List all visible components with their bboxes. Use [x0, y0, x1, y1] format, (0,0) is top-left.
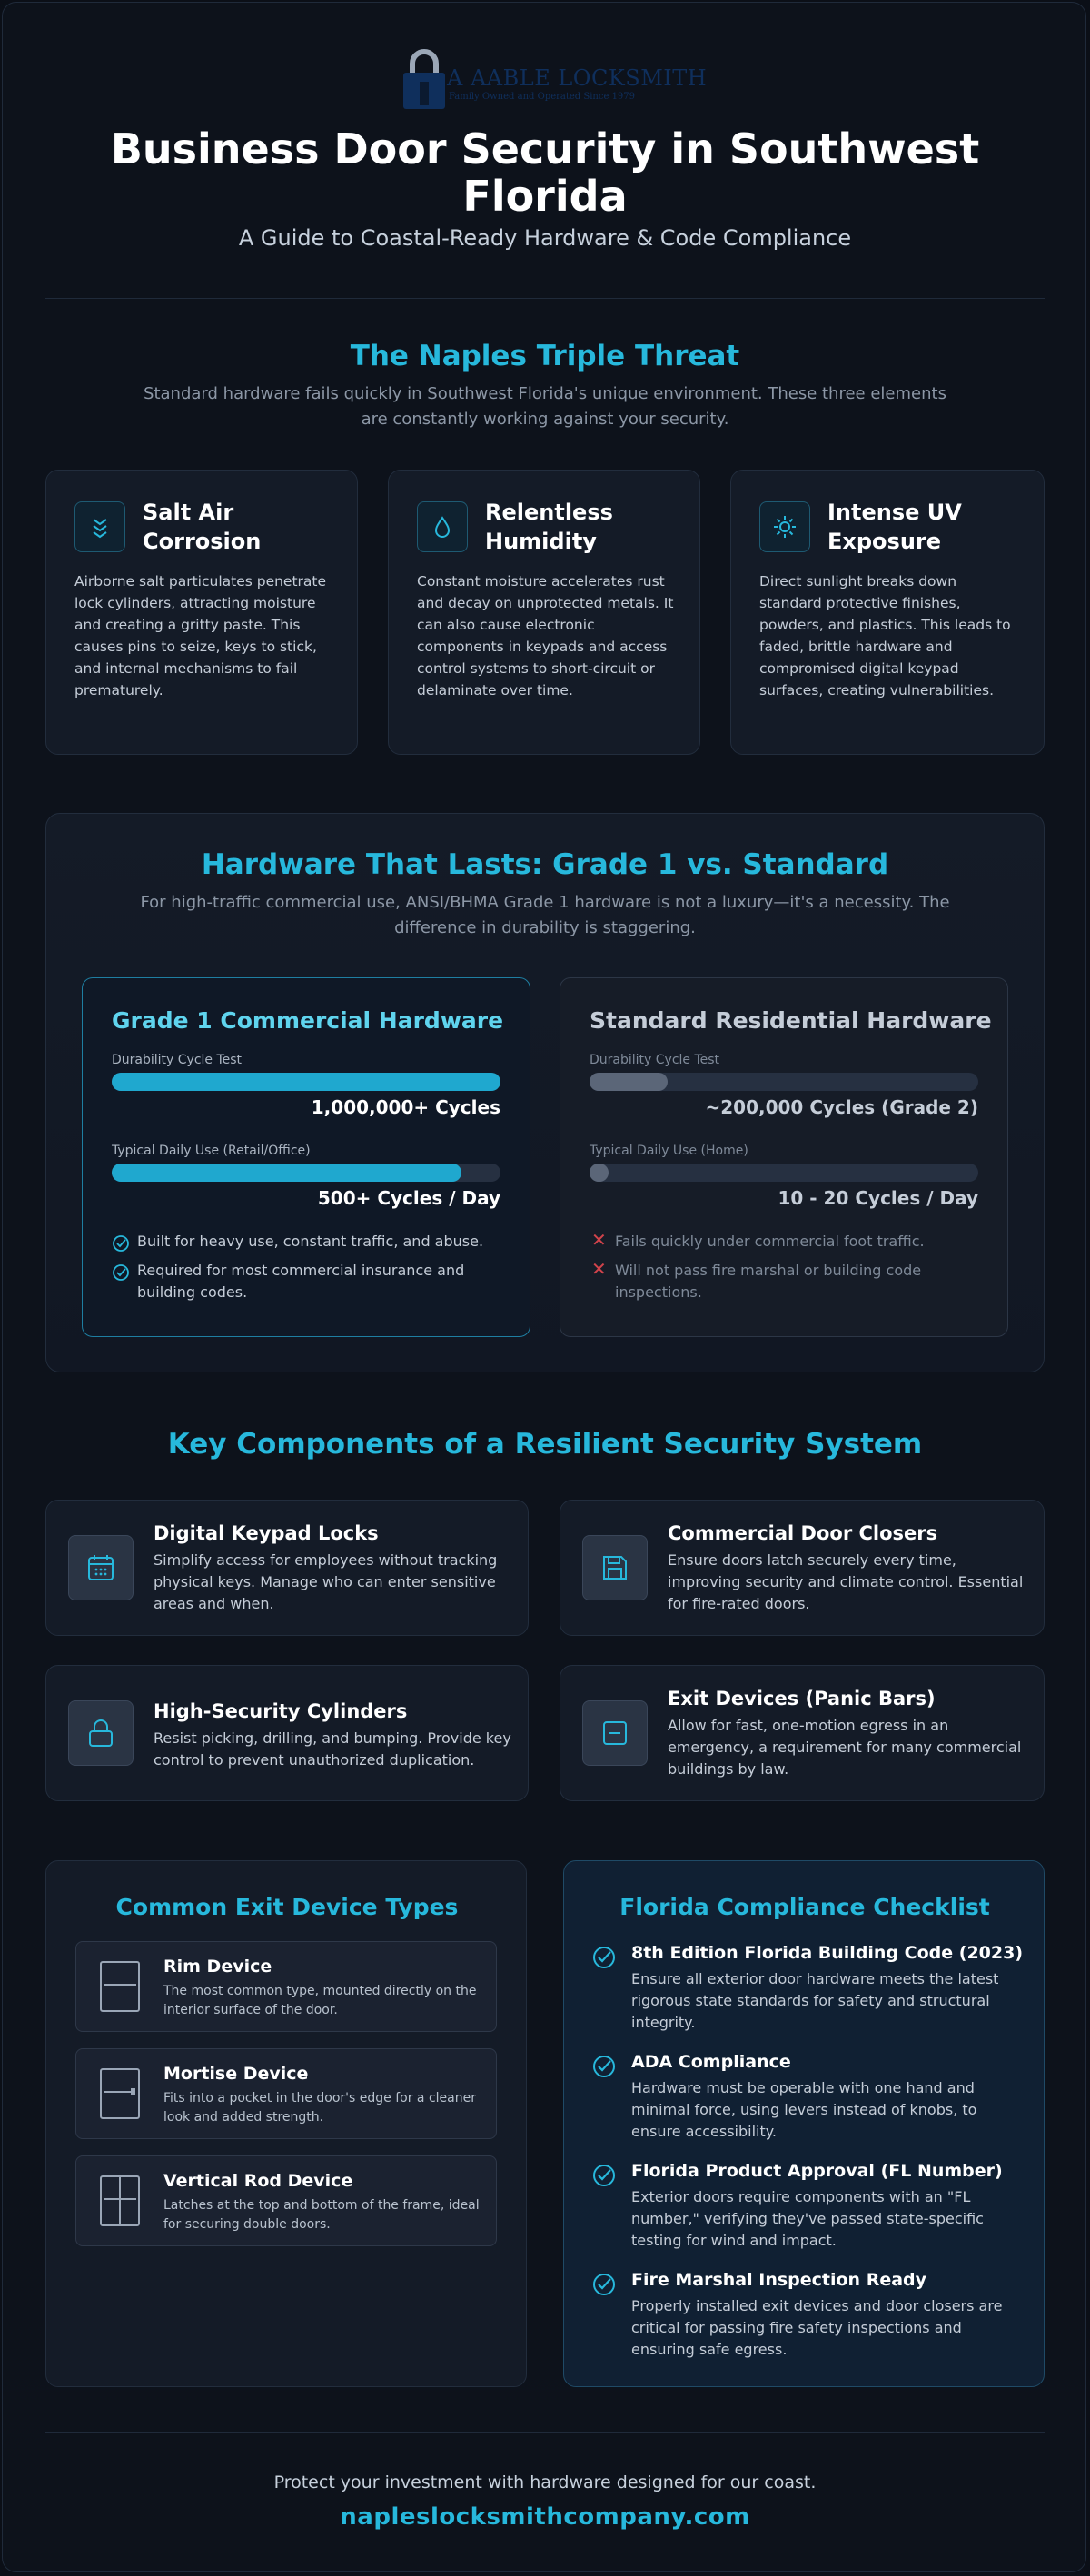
- vertical-rod-device-icon: [100, 2175, 140, 2226]
- footer-text: Protect your investment with hardware designed for our coast.: [273, 2472, 817, 2492]
- metric-value: 500+ Cycles / Day: [317, 1187, 500, 1209]
- standard-bullet: Fails quickly under commercial foot traffic.: [615, 1233, 925, 1250]
- footer-website-link[interactable]: napleslocksmithcompany.com: [340, 2503, 750, 2531]
- metric-label: Typical Daily Use (Retail/Office): [112, 1144, 311, 1158]
- logo-text: A AABLE LOCKSMITH: [447, 65, 708, 91]
- threat-card-salt: [45, 470, 358, 755]
- component-title: Digital Keypad Locks: [154, 1522, 379, 1544]
- check-circle-icon: [591, 2272, 617, 2297]
- daily-use-bar-fill: [112, 1164, 461, 1182]
- exit-item-title: Mortise Device: [164, 2064, 309, 2084]
- exit-item-title: Rim Device: [164, 1957, 272, 1977]
- daily-use-bar: [590, 1164, 978, 1182]
- exit-types-title: Common Exit Device Types: [115, 1894, 459, 1920]
- standard-bullet: Will not pass fire marshal or building code inspections.: [615, 1262, 922, 1301]
- threat-body: Airborne salt particulates penetrate lock cylinders, attracting moisture and creating a gritty paste. This causes pins to seize, keys to stick, and internal mechanisms to fail prematurely.: [74, 573, 327, 698]
- standard-title: Standard Residential Hardware: [590, 1007, 992, 1034]
- component-title: Exit Devices (Panic Bars): [668, 1688, 936, 1709]
- check-circle-icon: [591, 2054, 617, 2079]
- checklist-body: Hardware must be operable with one hand and minimal force, using levers instead of knobs, to ensure accessibility.: [631, 2079, 977, 2140]
- hardware-title: Hardware That Lasts: Grade 1 vs. Standard: [201, 848, 889, 881]
- threat-title: Salt Air Corrosion: [143, 500, 262, 554]
- exit-item-mortise: [75, 2048, 497, 2139]
- component-card-keypad: [45, 1500, 529, 1636]
- checklist-title: 8th Edition Florida Building Code (2023): [631, 1943, 1024, 1963]
- exit-item-body: Fits into a pocket in the door's edge for a cleaner look and added strength.: [164, 2091, 476, 2125]
- durability-bar: [112, 1073, 500, 1091]
- metric-label: Typical Daily Use (Home): [590, 1144, 748, 1158]
- threats-description: Standard hardware fails quickly in Southwest Florida's unique environment. These three elements are constantly working against your security.: [144, 384, 946, 429]
- divider: [45, 298, 1045, 299]
- droplet-icon: [417, 501, 468, 552]
- x-mark-icon: ✕: [591, 1258, 607, 1280]
- standard-card: [560, 977, 1008, 1337]
- threat-body: Direct sunlight breaks down standard protective finishes, powders, and plastics. This leads to faded, brittle hardware and compromised digital keypad surfaces, creating vulnerabilities.: [759, 573, 1011, 698]
- daily-use-bar-fill: [590, 1164, 609, 1182]
- check-circle-icon: [112, 1234, 130, 1253]
- page-title: Business Door Security in Southwest Florida: [110, 124, 980, 221]
- durability-bar-fill: [112, 1073, 500, 1091]
- component-body: Simplify access for employees without tracking physical keys. Manage who can enter sensitive areas and when.: [154, 1551, 498, 1612]
- hardware-description: For high-traffic commercial use, ANSI/BHMA Grade 1 hardware is not a luxury—it's a necessity. The difference in durability is staggering.: [140, 893, 950, 937]
- durability-bar: [590, 1073, 978, 1091]
- check-circle-icon: [112, 1263, 130, 1282]
- divider: [45, 2432, 1045, 2433]
- exit-types-card: [45, 1860, 527, 2387]
- checklist-body: Exterior doors require components with an "FL number," verifying they've passed state-specific testing for wind and impact.: [631, 2188, 984, 2249]
- component-card-exit-devices: [560, 1665, 1045, 1801]
- checklist-body: Ensure all exterior door hardware meets the latest rigorous state standards for safety and structural integrity.: [631, 1970, 999, 2031]
- component-title: Commercial Door Closers: [668, 1522, 938, 1544]
- threat-card-uv: [730, 470, 1045, 755]
- compliance-title: Florida Compliance Checklist: [619, 1894, 990, 1920]
- check-circle-icon: [591, 1945, 617, 1970]
- component-body: Ensure doors latch securely every time, improving security and climate control. Essential for fire-rated doors.: [668, 1551, 1024, 1612]
- rim-device-icon: [100, 1961, 140, 2012]
- exit-item-body: Latches at the top and bottom of the frame, ideal for securing double doors.: [164, 2198, 480, 2232]
- calendar-keypad-icon: [68, 1535, 134, 1600]
- compliance-card: [563, 1860, 1045, 2387]
- mortise-device-icon: [100, 2068, 140, 2119]
- threat-body: Constant moisture accelerates rust and decay on unprotected metals. It can also cause electronic components in keypads and access control systems to short-circuit or delaminate over time.: [417, 573, 674, 698]
- checklist-body: Properly installed exit devices and door closers are critical for passing fire safety inspections and ensuring safe egress.: [631, 2297, 1003, 2358]
- component-title: High-Security Cylinders: [154, 1700, 408, 1722]
- components-title: Key Components of a Resilient Security System: [167, 1428, 923, 1461]
- component-body: Resist picking, drilling, and bumping. Provide key control to prevent unauthorized duplication.: [154, 1729, 511, 1769]
- threat-card-humidity: [388, 470, 700, 755]
- waves-icon: [74, 501, 125, 552]
- component-card-cylinders: [45, 1665, 529, 1801]
- exit-item-body: The most common type, mounted directly on the interior surface of the door.: [164, 1984, 477, 2017]
- minus-square-icon: [582, 1700, 648, 1766]
- component-card-closers: [560, 1500, 1045, 1636]
- page-subtitle: A Guide to Coastal-Ready Hardware & Code Compliance: [238, 225, 852, 251]
- x-mark-icon: ✕: [591, 1229, 607, 1251]
- metric-label: Durability Cycle Test: [112, 1053, 243, 1067]
- exit-item-rim: [75, 1941, 497, 2032]
- check-circle-icon: [591, 2163, 617, 2188]
- lock-icon: [68, 1700, 134, 1766]
- durability-bar-fill: [590, 1073, 668, 1091]
- threat-title: Relentless Humidity: [485, 500, 613, 554]
- grade1-title: Grade 1 Commercial Hardware: [112, 1007, 504, 1034]
- grade1-card: [82, 977, 530, 1337]
- exit-item-vertical-rod: [75, 2155, 497, 2246]
- metric-value: 1,000,000+ Cycles: [311, 1096, 500, 1118]
- checklist-title: ADA Compliance: [631, 2052, 791, 2072]
- sun-icon: [759, 501, 810, 552]
- grade1-bullet: Built for heavy use, constant traffic, and abuse.: [137, 1233, 484, 1250]
- logo-tagline: Family Owned and Operated Since 1979: [449, 92, 636, 102]
- metric-value: ~200,000 Cycles (Grade 2): [705, 1096, 978, 1118]
- padlock-logo-icon: [400, 45, 449, 111]
- metric-value: 10 - 20 Cycles / Day: [778, 1187, 978, 1209]
- checklist-title: Florida Product Approval (FL Number): [631, 2161, 1003, 2181]
- metric-label: Durability Cycle Test: [590, 1053, 720, 1067]
- grade1-bullet: Required for most commercial insurance and building codes.: [137, 1262, 465, 1301]
- component-body: Allow for fast, one-motion egress in an emergency, a requirement for many commercial buildings by law.: [668, 1717, 1022, 1778]
- exit-item-title: Vertical Rod Device: [164, 2171, 353, 2191]
- threats-title: The Naples Triple Threat: [350, 340, 740, 372]
- checklist-title: Fire Marshal Inspection Ready: [631, 2270, 927, 2290]
- floppy-disk-icon: [582, 1535, 648, 1600]
- threat-title: Intense UV Exposure: [827, 500, 962, 554]
- daily-use-bar: [112, 1164, 500, 1182]
